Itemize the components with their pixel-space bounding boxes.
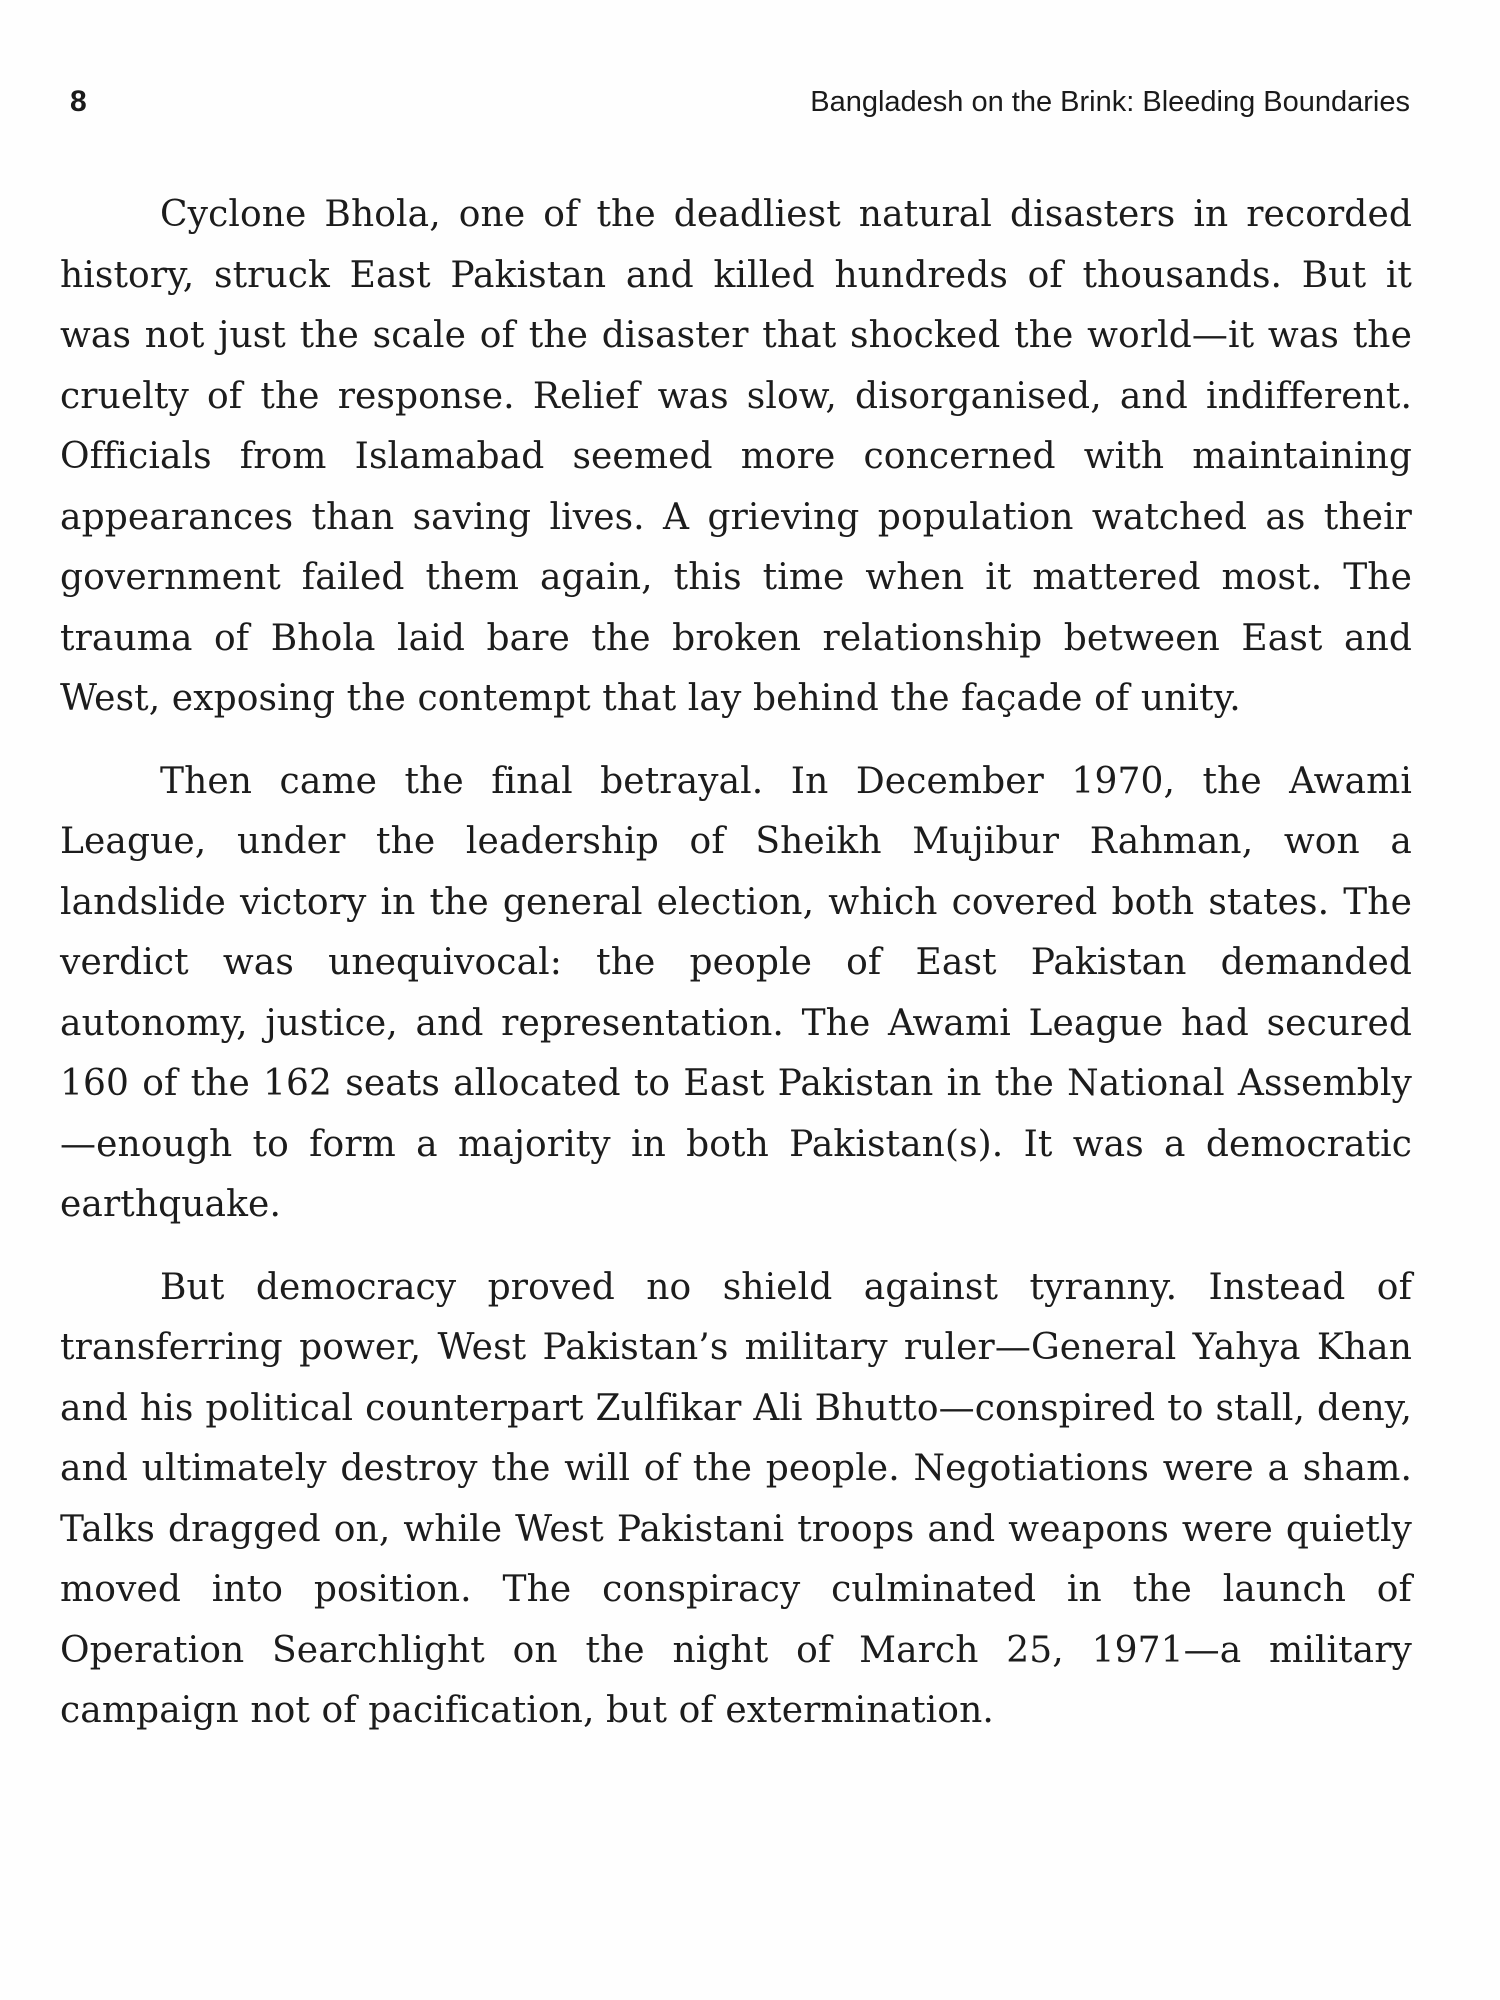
paragraph-cyclone-bhola: Cyclone Bhola, one of the deadliest natural disasters in recorded history, struck East Pakistan and killed hundreds of thousands. But it was not just the scale of the disaster that shocked the world—it was the cruelty of the response. Relief was slow, disorganised, and indifferent. Officials from Islamabad seemed more concerned with maintaining appearances than saving lives. A grieving population watched as their government failed them again, this time when it mattered most. The trauma of Bhola laid bare the broken relationship between East and West, exposing the contempt that lay behind the façade of unity. [60,194,1412,719]
paragraph-democracy-tyranny: But democracy proved no shield against tyranny. Instead of transferring power, West Pakistan’s military ruler—General Yahya Khan and his political counterpart Zulfikar Ali Bhutto—conspired to stall, deny, and ultimately destroy the will of the people. Negotiations were a sham. Talks dragged on, while West Pakistani troops and weapons were quietly moved into position. The conspiracy culminated in the launch of Operation Searchlight on the night of March 25, 1971—a military campaign not of pacification, but of extermination. [60,1266,1412,1731]
body-text [60,185,1412,1742]
paragraph-final-betrayal: Then came the final betrayal. In December 1970, the Awami League, under the leadership of Sheikh Mujibur Rahman, won a landslide victory in the general election, which covered both states. The verdict was unequivocal: the people of East Pakistan demanded autonomy, justice, and representation. The Awami League had secured 160 of the 162 seats allocated to East Pakistan in the National Assembly—enough to form a majority in both Pakistan(s). It was a democratic earthquake. [60,760,1412,1225]
running-header [70,82,1410,122]
running-title: Bangladesh on the Brink: Bleeding Boundaries [810,85,1410,118]
page-number: 8 [70,85,87,118]
